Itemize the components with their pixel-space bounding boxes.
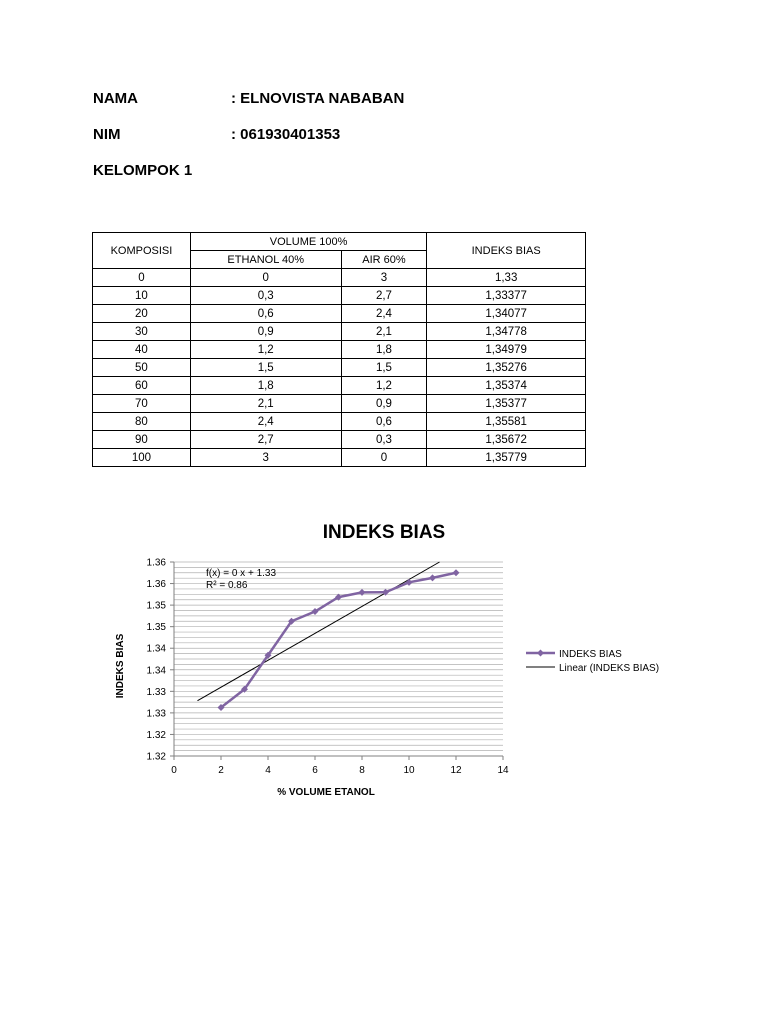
cell-indeks: 1,33377 [427,287,586,305]
cell-air: 1,2 [341,377,427,395]
trendline-r2: R² = 0.86 [206,580,248,591]
cell-air: 2,7 [341,287,427,305]
table-row [93,323,586,341]
data-table [92,232,586,467]
cell-komposisi: 0 [93,269,191,287]
cell-komposisi: 10 [93,287,191,305]
cell-ethanol: 0,3 [190,287,341,305]
cell-komposisi: 100 [93,449,191,467]
cell-ethanol: 0,9 [190,323,341,341]
cell-ethanol: 0,6 [190,305,341,323]
data-point [429,574,436,581]
series-line [221,573,456,708]
table-row [93,395,586,413]
cell-ethanol: 0 [190,269,341,287]
table-row [93,341,586,359]
grid [174,562,503,756]
y-tick-label: 1.35 [146,600,166,612]
cell-indeks: 1,35276 [427,359,586,377]
chart [0,500,768,820]
cell-air: 1,5 [341,359,427,377]
table-row [93,377,586,395]
header-ethanol: ETHANOL 40% [190,251,341,269]
table-row [93,449,586,467]
cell-ethanol: 1,8 [190,377,341,395]
cell-indeks: 1,34979 [427,341,586,359]
header-air: AIR 60% [341,251,427,269]
cell-ethanol: 2,4 [190,413,341,431]
y-tick-label: 1.33 [146,708,166,720]
cell-komposisi: 50 [93,359,191,377]
y-tick-label: 1.35 [146,622,166,634]
cell-air: 2,4 [341,305,427,323]
cell-ethanol: 2,1 [190,395,341,413]
x-tick-label: 14 [497,765,509,776]
y-tick-label: 1.36 [146,579,166,591]
data-point [406,579,413,586]
table-row [93,305,586,323]
cell-komposisi: 30 [93,323,191,341]
y-tick-label: 1.32 [146,729,166,741]
x-tick-label: 2 [218,765,224,776]
x-axis-label: % VOLUME ETANOL [277,787,375,798]
cell-komposisi: 40 [93,341,191,359]
cell-indeks: 1,35581 [427,413,586,431]
header-volume: VOLUME 100% [190,233,426,251]
cell-air: 0 [341,449,427,467]
table-row [93,431,586,449]
cell-ethanol: 2,7 [190,431,341,449]
cell-indeks: 1,35374 [427,377,586,395]
cell-air: 0,3 [341,431,427,449]
cell-air: 0,6 [341,413,427,431]
cell-komposisi: 20 [93,305,191,323]
x-tick-label: 0 [171,765,177,776]
data-point [453,569,460,576]
table-row [93,287,586,305]
header-indeks: INDEKS BIAS [427,233,586,269]
cell-indeks: 1,34077 [427,305,586,323]
x-tick-label: 8 [359,765,365,776]
table-body [93,269,586,467]
x-tick-label: 12 [450,765,462,776]
legend-series-label: INDEKS BIAS [559,649,622,660]
cell-air: 2,1 [341,323,427,341]
table-row [93,359,586,377]
y-tick-label: 1.34 [146,665,166,677]
cell-komposisi: 90 [93,431,191,449]
y-tick-label: 1.33 [146,686,166,698]
trendline-equation: f(x) = 0 x + 1.33 [206,568,277,579]
name-label: NAMA [93,90,138,107]
header-komposisi: KOMPOSISI [93,233,191,269]
axes [147,558,509,777]
nim-value: : 061930401353 [231,126,341,143]
x-tick-label: 10 [403,765,415,776]
cell-ethanol: 1,5 [190,359,341,377]
series [218,569,460,711]
data-point [359,589,366,596]
legend-series-marker [537,650,544,657]
cell-ethanol: 3 [190,449,341,467]
chart-title: INDEKS BIAS [322,522,446,543]
table-row [93,413,586,431]
name-value: : ELNOVISTA NABABAN [231,90,405,107]
cell-komposisi: 70 [93,395,191,413]
cell-komposisi: 60 [93,377,191,395]
cell-indeks: 1,35779 [427,449,586,467]
y-axis-label: INDEKS BIAS [115,633,126,699]
nim-label: NIM [93,126,121,143]
group-label: KELOMPOK 1 [93,162,193,179]
cell-indeks: 1,34778 [427,323,586,341]
legend [526,649,659,674]
y-tick-label: 1.34 [146,643,166,655]
cell-indeks: 1,35377 [427,395,586,413]
cell-indeks: 1,35672 [427,431,586,449]
cell-komposisi: 80 [93,413,191,431]
x-tick-label: 6 [312,765,318,776]
legend-trend-label: Linear (INDEKS BIAS) [559,663,660,674]
x-tick-label: 4 [265,765,271,776]
y-tick-label: 1.36 [146,557,166,569]
table-row [93,269,586,287]
y-tick-label: 1.32 [146,751,166,763]
cell-air: 0,9 [341,395,427,413]
cell-ethanol: 1,2 [190,341,341,359]
cell-air: 3 [341,269,427,287]
cell-air: 1,8 [341,341,427,359]
cell-indeks: 1,33 [427,269,586,287]
